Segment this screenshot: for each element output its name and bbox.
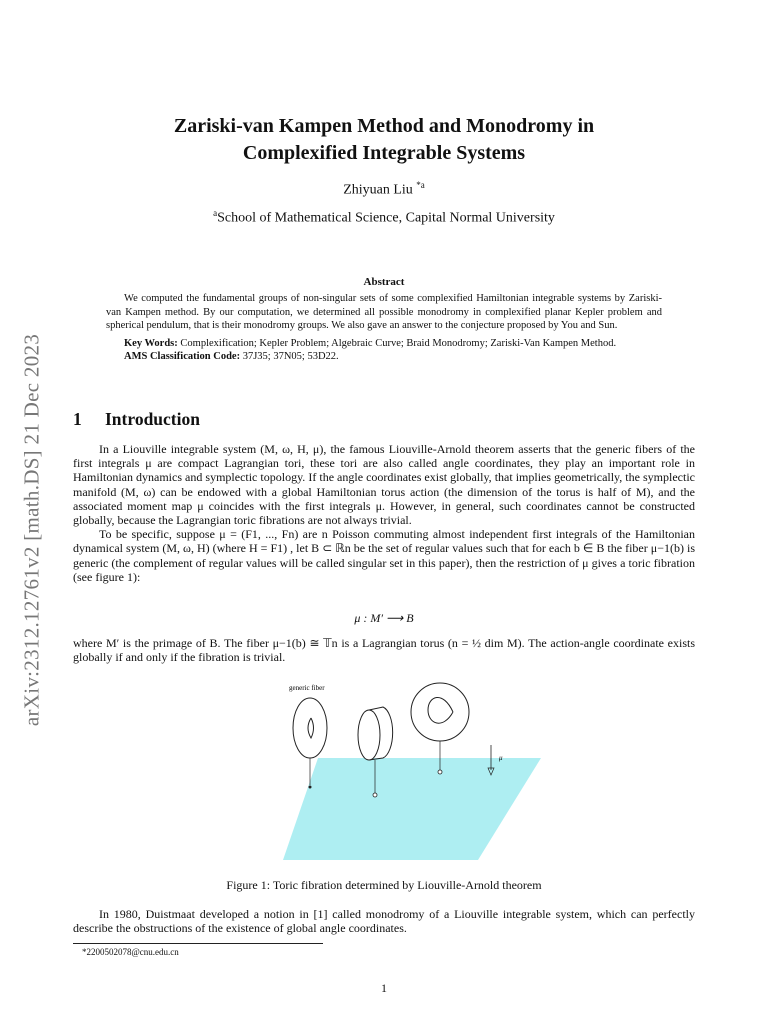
footnote: *2200502078@cnu.edu.cn bbox=[82, 947, 179, 957]
ams-text: 37J35; 37N05; 53D22. bbox=[242, 351, 339, 362]
section-number: 1 bbox=[73, 409, 82, 429]
torus-generic-hole bbox=[308, 718, 314, 738]
keywords-label: Key Words: bbox=[124, 337, 178, 349]
equation: μ : M′ ⟶ B bbox=[354, 611, 414, 625]
toric-fibration-figure bbox=[283, 680, 548, 860]
paragraph-4: In 1980, Duistmaat developed a notion in [1] called monodromy of a Liouville integrable system, which can perfectly describe the obstructions of the existence of global angle coordinates. bbox=[73, 907, 695, 936]
ams-code bbox=[106, 350, 662, 364]
abstract-heading: Abstract bbox=[363, 276, 405, 288]
paragraph-2: To be specific, suppose μ = (F1, ..., Fn) are n Poisson commuting almost independent first integrals of the Hamiltonian dynamical system (M, ω, H) (where H = F1) , let B ⊂ ℝn be the set of regular values such that for each b ∈ B the fiber μ−1(b) is generic (the complement of regular values will be called singular set in this paper), then the restriction of μ gives a toric fibration (see figure 1): bbox=[73, 527, 695, 584]
intro-paragraphs bbox=[73, 442, 695, 584]
mu-label: μ bbox=[499, 754, 503, 762]
torus-generic bbox=[293, 698, 327, 758]
abstract-text: We computed the fundamental groups of non-singular sets of some complexified Hamiltonian integrable systems by Zariski-van Kampen method. By our computation, we determined all possible monodromy in complexified planar Kepler problem and spherical pendulum, that is their monodromy groups. We also gave an answer to the conjecture proposed by You and Sun. bbox=[106, 293, 662, 331]
arxiv-stamp bbox=[12, 300, 52, 760]
pinched-loop bbox=[428, 697, 453, 723]
paragraph-4-block bbox=[73, 907, 695, 935]
base-point-3 bbox=[438, 770, 442, 774]
keywords bbox=[106, 337, 662, 351]
title-line-1: Zariski-van Kampen Method and Monodromy in bbox=[173, 115, 595, 137]
base-point-1 bbox=[309, 786, 312, 789]
abstract-block bbox=[106, 292, 662, 364]
cylinder-face bbox=[358, 710, 380, 760]
affiliation-text: School of Mathematical Science, Capital Normal University bbox=[217, 210, 555, 226]
section-heading bbox=[73, 409, 200, 430]
footnote-rule bbox=[73, 943, 323, 944]
keywords-text: Complexification; Kepler Problem; Algebraic Curve; Braid Monodromy; Zariski-Van Kampen Method. bbox=[180, 337, 617, 349]
paper-title bbox=[70, 113, 698, 167]
torus-singular bbox=[411, 683, 469, 741]
paragraph-3-block bbox=[73, 636, 695, 664]
base-plane bbox=[283, 758, 541, 860]
paragraph-3: where M′ is the primage of B. The fiber μ−1(b) ≅ 𝕋n is a Lagrangian torus (n = ½ dim M). The action-angle coordinate exists globally if and only if the fibration is trivial. bbox=[73, 636, 695, 665]
base-point-2 bbox=[373, 793, 377, 797]
ams-label: AMS Classification Code: bbox=[124, 351, 241, 362]
affiliation: $^a$School of Mathematical Science, Capital Normal University bbox=[213, 208, 555, 226]
generic-fiber-label: generic fiber bbox=[289, 684, 325, 692]
paragraph-1: In a Liouville integrable system (M, ω, H, μ), the famous Liouville-Arnold theorem asserts that the generic fibers of the first integrals μ are compact Lagrangian tori, these tori are also called angle coordinates, they play an important role in Hamiltonian dynamics and symplectic topology. If the angle coordinates exist globally, that implies geometrically, the symplectic manifold (M, ω) can be endowed with a global Hamiltonian torus action (the dimension of the torus is half of M), and the associated moment map μ coincides with the first integrals μ. However, in general, such coordinates cannot be constructed globally, because the Lagrangian toric fibrations are not always trivial. bbox=[73, 442, 695, 528]
section-title: Introduction bbox=[105, 409, 200, 429]
author: Zhiyuan Liu $^{*a}$ bbox=[343, 180, 425, 198]
page-number: 1 bbox=[381, 981, 387, 995]
title-line-2: Complexified Integrable Systems bbox=[242, 142, 526, 164]
arxiv-stamp-text: arXiv:2312.12761v2 [math.DS] 21 Dec 2023 bbox=[19, 333, 44, 727]
figure-caption: Figure 1: Toric fibration determined by Liouville-Arnold theorem bbox=[226, 878, 542, 892]
